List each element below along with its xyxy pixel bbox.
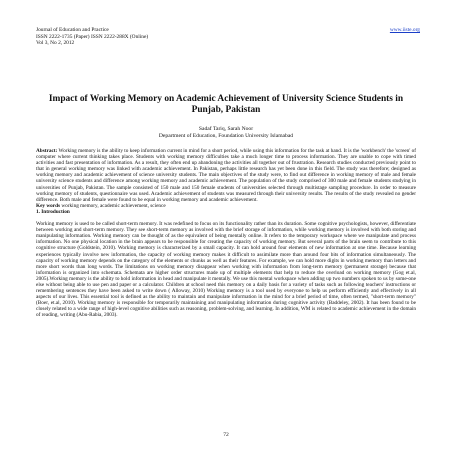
journal-name: Journal of Education and Practice	[36, 27, 109, 33]
journal-issn: ISSN 2222-1735 (Paper) ISSN 2222-288X (Online)	[36, 33, 149, 40]
author-names: Sadaf Tariq, Sarah Noor	[198, 126, 254, 132]
paper-body	[36, 148, 416, 319]
author-block	[36, 126, 416, 140]
journal-volume: Vol 3, No 2, 2012	[36, 40, 75, 47]
page-number: 72	[223, 432, 229, 438]
abstract-text: Working memory is the ability to keep information current in mind for a short period, while using this information for the task at hand. It is the 'workbench' the 'screen' of computer where current thinking takes place. Students with working memory difficulties take a much longer time to process information. They are unable to cope with timed activities and fast presentation of information. As a result, they often end up abandoning the activities all together out of frustration. Research studies conducted previously point to that in general working memory was linked with academic achievement. In Pakistan, perhaps little research has yet been done in this field. The study was therefore; designed as working memory and academic achievement of science university students. The main objectives of the study were, to find out difference in working memory of male and female university science students and difference among working memory and academic achievement. The population of the study comprised of 300 male and female students studying in universities of Punjab, Pakistan. The sample consisted of 150 male and 150 female students of universities selected through multistage sampling procedure. In order to measure working memory of students, questionnaire was used. Academic achievement of students was measured through their university results. The results of the study revealed no gender difference. Both male and female were found to be equal in working memory and academic achievement.	[36, 148, 417, 203]
abstract-label: Abstract:	[36, 148, 58, 154]
keywords-text: working memory, academic achievement, science	[60, 202, 166, 209]
section-heading: 1. Introduction	[36, 208, 70, 215]
journal-url-link[interactable]: www.iiste.org	[389, 27, 420, 33]
intro-paragraph: Working memory is used to be called short-term memory. It was redefined to focus on its functionality rather than its duration. Some cognitive psychologists, however, differentiate between working and short-term memory. They see short-term memory as involved with the brief storage of information, while working memory is involved with both storing and manipulating information. Working memory can be thought of as the equivalent of being mentally online. It refers to the temporary workspace where we manipulate and process information. No one physical location in the brain appears to be responsible for creating the capacity of working memory. But several parts of the brain seem to contribute to this cognitive structure (Goldstein, 2010). Working memory is characterized by a small capacity. It can hold around four elements of new information at one time. Because learning experiences typically involve new information, the capacity of working memory makes it difficult to assimilate more than around four bits of information simultaneously. The capacity of working memory depends on the category of the elements or chunks as well as their features. For example, we can hold more digits in working memory than letters and more short words than long words. The limitations on working memory disappear when working with information from long-term memory (permanent storage) because that information is organized into schemata. Schemata are higher order structures made up of multiple elements that help to reduce the overload on working memory (Gog et.al, 2005).Working memory is the ability to hold information in head and manipulate it mentally. We use this mental workspace when adding up two numbers spoken to us by some-one else without being able to use pen and paper or a calculator. Children at school need this memory on a daily basis for a variety of tasks such as following teachers' instructions or remembering sentences they have been asked to write down ( Alloway, 2010) Working memory is a tool used by everyone to help us perform efficiently and effectively in all aspects of our lives. This essential tool is defined as the ability to maintain and manipulate information in the mind for a brief period of time, often termed, "short-term memory" (Boer, et.al, 2010). Working memory is responsible for temporarily maintaining and manipulating information during cognitive activity (Baddeley, 2002). It has been found to be closely related to a wide range of high-level cognitive abilities such as reasoning, problem-solving, and learning. In addition, WM is related to academic achievement in the domain of reading, writing (Abu-Rabia, 2003).	[36, 221, 416, 319]
keywords-label: Key words	[36, 202, 61, 209]
paper-title: Impact of Working Memory on Academic Achievement of University Science Students in Punjab, Pakistan	[48, 94, 404, 115]
journal-header	[36, 27, 148, 47]
author-affiliation: Department of Education, Foundation University Islamabad	[158, 132, 294, 139]
abstract	[36, 148, 416, 203]
